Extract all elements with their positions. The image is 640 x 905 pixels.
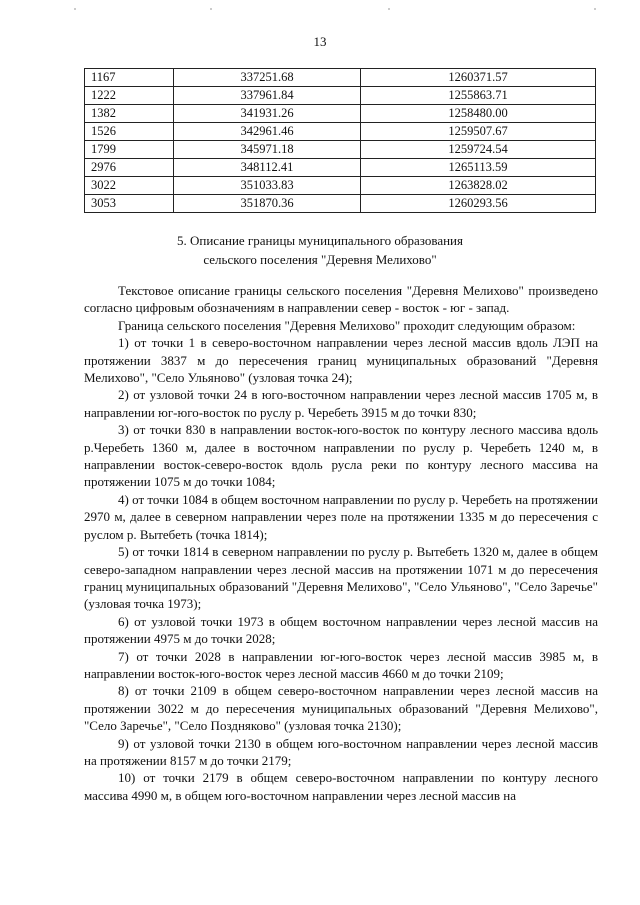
point-number-cell: 1382 [85,105,174,123]
paragraph: 8) от точки 2109 в общем северо-восточном направлении через лесной массив на протяжении 3022 м до пересечения муниципальных образований "Деревня Мелихово", "Село Заречье", "Село Поздняково" (узловая точка 2130); [84,683,598,734]
x-coordinate-cell: 345971.18 [174,141,361,159]
scan-speck [594,8,596,10]
y-coordinate-cell: 1258480.00 [361,105,596,123]
table-row [85,177,596,195]
section-heading-line1: 5. Описание границы муниципального образования [177,233,463,248]
y-coordinate-cell: 1263828.02 [361,177,596,195]
y-coordinate-cell: 1255863.71 [361,87,596,105]
table-row [85,159,596,177]
boundary-description [84,282,598,804]
point-number-cell: 3053 [85,195,174,213]
page-number: 13 [313,34,327,49]
x-coordinate-cell: 337961.84 [174,87,361,105]
x-coordinate-cell: 348112.41 [174,159,361,177]
point-number-cell: 1167 [85,69,174,87]
paragraph: Текстовое описание границы сельского поселения "Деревня Мелихово" произведено согласно цифровым обозначениям в направлении север - восток - юг - запад. [84,283,598,316]
paragraph: 4) от точки 1084 в общем восточном направлении по руслу р. Черебеть на протяжении 2970 м, далее в северном направлении через поле на протяжении 1335 м до пересечения с руслом р. Вытебеть (точка 1814); [84,491,598,542]
table-row [85,195,596,213]
section-heading [0,231,640,269]
paragraph: 10) от точки 2179 в общем северо-восточном направлении по контуру лесного массива 4990 м, в общем юго-восточном направлении через лесной массив на [84,770,598,803]
point-number-cell: 1222 [85,87,174,105]
point-number-cell: 1526 [85,123,174,141]
y-coordinate-cell: 1259724.54 [361,141,596,159]
paragraph: 9) от узловой точки 2130 в общем юго-восточном направлении через лесной массив на протяжении 8157 м до точки 2179; [84,735,598,768]
y-coordinate-cell: 1259507.67 [361,123,596,141]
section-heading-line2: сельского поселения "Деревня Мелихово" [203,252,437,267]
paragraph: 5) от точки 1814 в северном направлении по руслу р. Вытебеть 1320 м, далее в общем северо-западном направлении через лесной массив на протяжении 1071 м до пересечения границ муниципальных образований "Деревня Мелихово", "Село Ульяново", "Село Заречье" (узловая точка 1973); [84,544,598,612]
y-coordinate-cell: 1260371.57 [361,69,596,87]
scan-speck [74,8,76,10]
paragraph: 2) от узловой точки 24 в юго-восточном направлении через лесной массив 1705 м, в направлении юг-юго-восток по руслу р. Черебеть 3915 м до точки 830; [84,387,598,420]
y-coordinate-cell: 1265113.59 [361,159,596,177]
table-row [85,123,596,141]
table-row [85,141,596,159]
table-row [85,87,596,105]
paragraph: 1) от точки 1 в северо-восточном направлении через лесной массив вдоль ЛЭП на протяжении 3837 м до пересечения границ муниципальных образований "Деревня Мелихово", "Село Ульяново" (узловая точка 24); [84,335,598,386]
x-coordinate-cell: 351870.36 [174,195,361,213]
y-coordinate-cell: 1260293.56 [361,195,596,213]
table-row [85,105,596,123]
scan-speck [210,8,212,10]
paragraph: Граница сельского поселения "Деревня Мелихово" проходит следующим образом: [118,317,576,333]
table-row [85,69,596,87]
paragraph: 6) от узловой точки 1973 в общем восточном направлении через лесной массив на протяжении 4975 м до точки 2028; [84,613,598,647]
coordinates-table [84,68,596,213]
x-coordinate-cell: 341931.26 [174,105,361,123]
x-coordinate-cell: 351033.83 [174,177,361,195]
scan-speck [388,8,390,10]
point-number-cell: 3022 [85,177,174,195]
paragraph: 7) от точки 2028 в направлении юг-юго-восток через лесной массив 3985 м, в направлении восток-юго-восток через лесной массив 4660 м до точки 2109; [84,648,598,681]
x-coordinate-cell: 342961.46 [174,123,361,141]
paragraph: 3) от точки 830 в направлении восток-юго-восток по контуру лесного массива вдоль р.Черебеть 1360 м, далее в восточном направлении по руслу р. Черебеть 1240 м, в направлении восток-северо-восток вдоль русла реки по контуру лесного массива на протяжении 1075 м до точки 1084; [84,422,598,490]
point-number-cell: 2976 [85,159,174,177]
point-number-cell: 1799 [85,141,174,159]
x-coordinate-cell: 337251.68 [174,69,361,87]
